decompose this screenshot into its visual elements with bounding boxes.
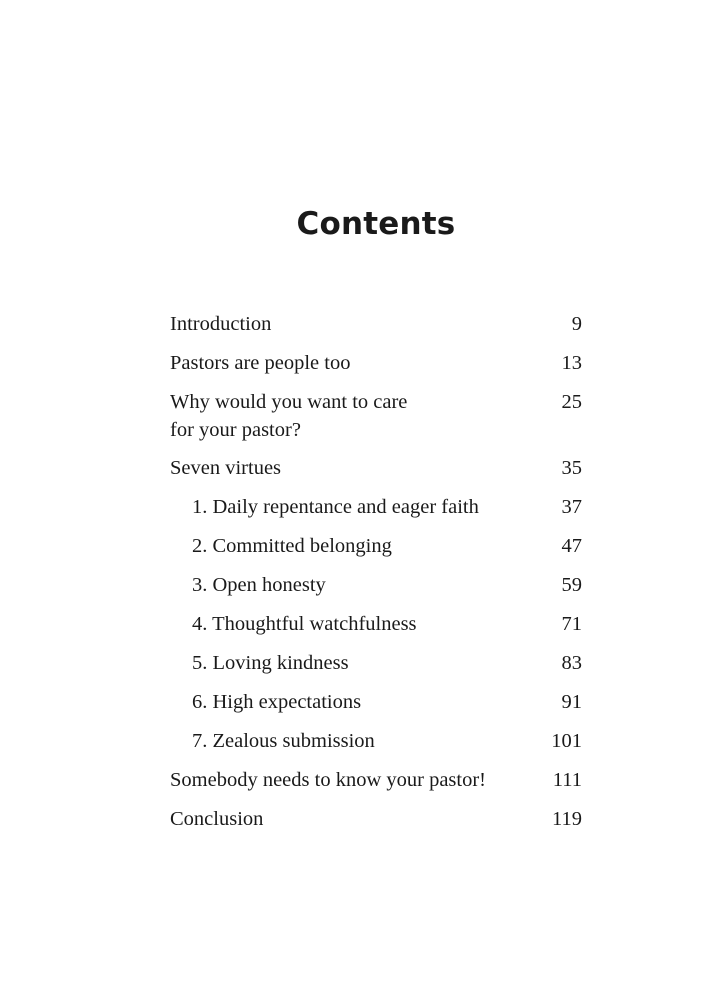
toc-entry-label: 1. Daily repentance and eager faith (192, 496, 479, 518)
toc-entry-virtue-4 (170, 610, 582, 638)
toc-entry-page: 83 (561, 652, 582, 674)
toc-entry-page: 9 (571, 313, 582, 335)
page-title: Contents (296, 206, 456, 242)
table-of-contents (170, 310, 582, 833)
toc-entry-page: 91 (561, 691, 582, 713)
toc-entry-page: 71 (561, 613, 582, 635)
toc-entry-page: 47 (561, 535, 582, 557)
toc-entry-page: 13 (561, 352, 582, 374)
toc-entry-label: Somebody needs to know your pastor! (170, 769, 486, 791)
toc-entry-label: 7. Zealous submission (192, 730, 375, 752)
toc-entry-pastors-are-people (170, 349, 582, 377)
toc-entry-label: Introduction (170, 313, 272, 335)
toc-entry-virtue-2 (170, 532, 582, 560)
toc-entry-label: Conclusion (170, 808, 264, 830)
toc-entry-label: 5. Loving kindness (192, 652, 349, 674)
toc-entry-page: 59 (561, 574, 582, 596)
toc-entry-label: 4. Thoughtful watchfulness (192, 613, 417, 635)
toc-entry-virtue-3 (170, 571, 582, 599)
toc-entry-label: Seven virtues (170, 457, 282, 479)
toc-entry-label: 6. High expectations (192, 691, 362, 713)
toc-entry-page: 101 (551, 730, 582, 752)
toc-entry-virtue-7 (170, 727, 582, 755)
toc-entry-page: 35 (561, 457, 582, 479)
toc-entry-introduction (170, 310, 582, 338)
toc-entry-virtue-6 (170, 688, 582, 716)
toc-entry-virtue-1 (170, 493, 582, 521)
toc-entry-seven-virtues (170, 454, 582, 482)
toc-entry-page: 119 (552, 808, 582, 830)
toc-entry-label: 3. Open honesty (192, 574, 326, 596)
toc-entry-conclusion (170, 805, 582, 833)
toc-entry-page: 111 (552, 769, 582, 791)
toc-entry-page: 37 (561, 496, 582, 518)
toc-entry-somebody-needs (170, 766, 582, 794)
toc-entry-why-care (170, 388, 582, 444)
toc-entry-label: Pastors are people too (170, 352, 351, 374)
toc-entry-label: 2. Committed belonging (192, 535, 392, 557)
toc-entry-virtue-5 (170, 649, 582, 677)
toc-entry-page: 25 (561, 391, 582, 413)
toc-entry-label: Why would you want to care for your pastor? (170, 391, 408, 441)
